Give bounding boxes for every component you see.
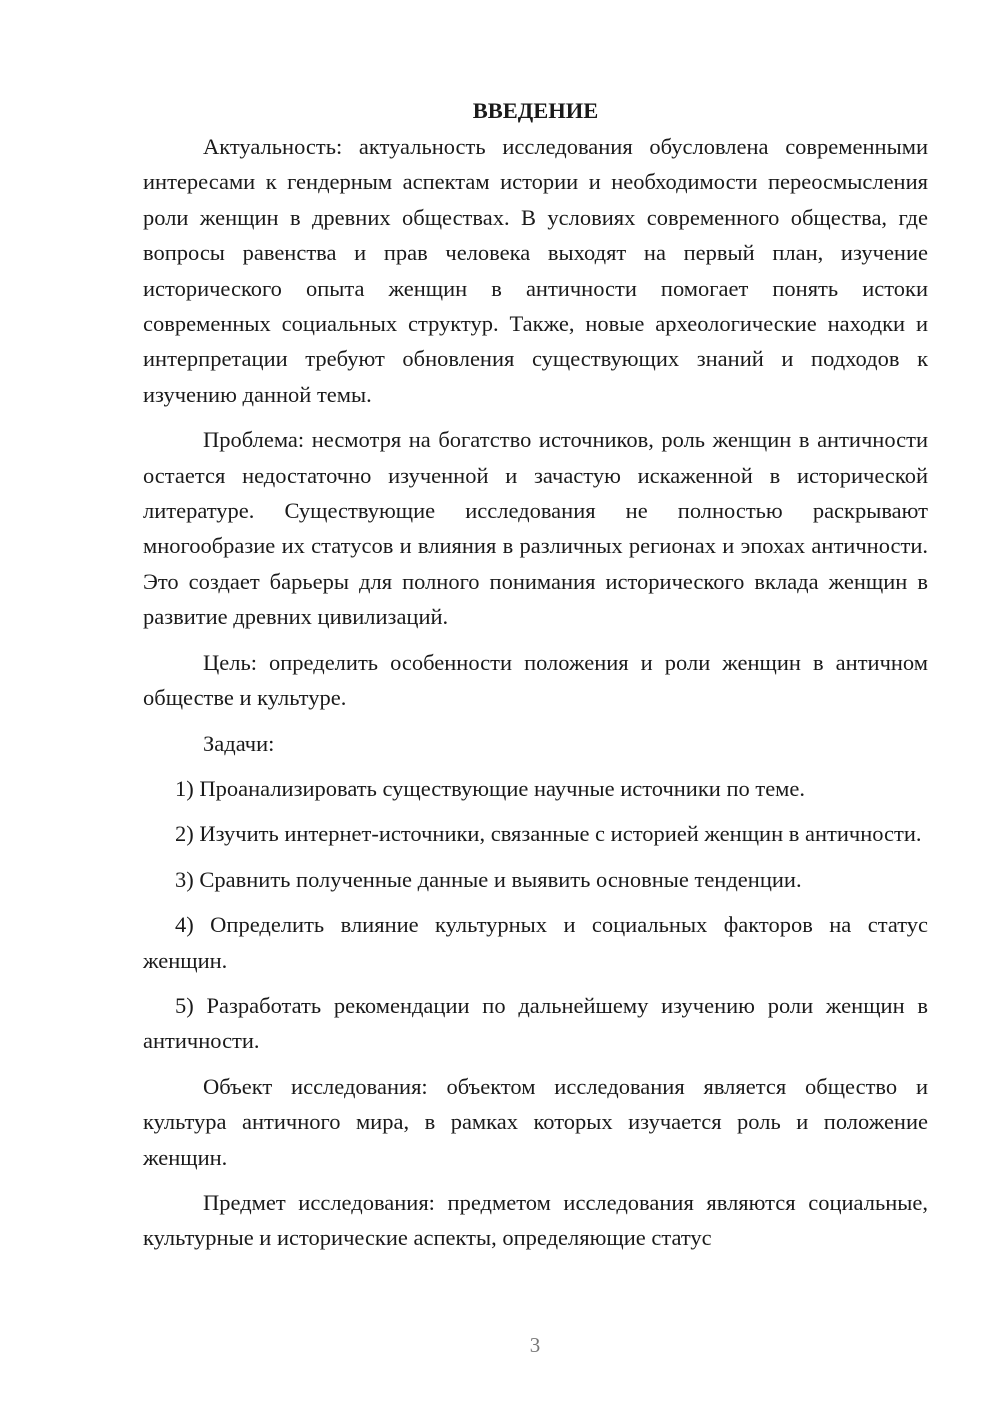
problem-paragraph: Проблема: несмотря на богатство источников, роль женщин в античности остается недостаточно изученной и зачастую искаженной в исторической литературе. Существующие исследования не полностью раскрывают многообразие их статусов и влияния в различных регионах и эпохах античности. Это создает барьеры для полного понимания исторического вклада женщин в развитие древних цивилизаций. (143, 427, 928, 630)
task-item-2: 2) Изучить интернет-источники, связанные с историей женщин в античности. (175, 821, 922, 847)
task-item-3: 3) Сравнить полученные данные и выявить основные тенденции. (175, 866, 802, 892)
page-content (143, 93, 928, 1266)
task-item-4: 4) Определить влияние культурных и социальных факторов на статус женщин. (143, 912, 928, 973)
task-item-5: 5) Разработать рекомендации по дальнейшему изучению роли женщин в античности. (143, 992, 928, 1054)
page-number: 3 (529, 1333, 541, 1357)
goal-paragraph: Цель: определить особенности положения и роли женщин в античном обществе и культуре. (143, 649, 928, 711)
object-paragraph: Объект исследования: объектом исследования является общество и культура античного мира, в рамках которых изучается роль и положение женщин. (143, 1073, 928, 1170)
tasks-heading: Задачи: (203, 730, 275, 756)
relevance-paragraph: Актуальность: актуальность исследования обусловлена современными интересами к гендерным аспектам истории и необходимости переосмысления роли женщин в древних обществах. В условиях современного общества, где вопросы равенства и прав человека выходят на первый план, изучение исторического опыта женщин в античности помогает понять истоки современных социальных структур. Также, новые археологические находки и интерпретации требуют обновления существующих знаний и подходов к изучению данной темы. (143, 134, 928, 407)
task-item-1: 1) Проанализировать существующие научные источники по теме. (175, 775, 806, 801)
subject-paragraph: Предмет исследования: предметом исследования являются социальные, культурные и исторические аспекты, определяющие статус (143, 1189, 928, 1251)
section-title: ВВЕДЕНИЕ (472, 98, 599, 123)
